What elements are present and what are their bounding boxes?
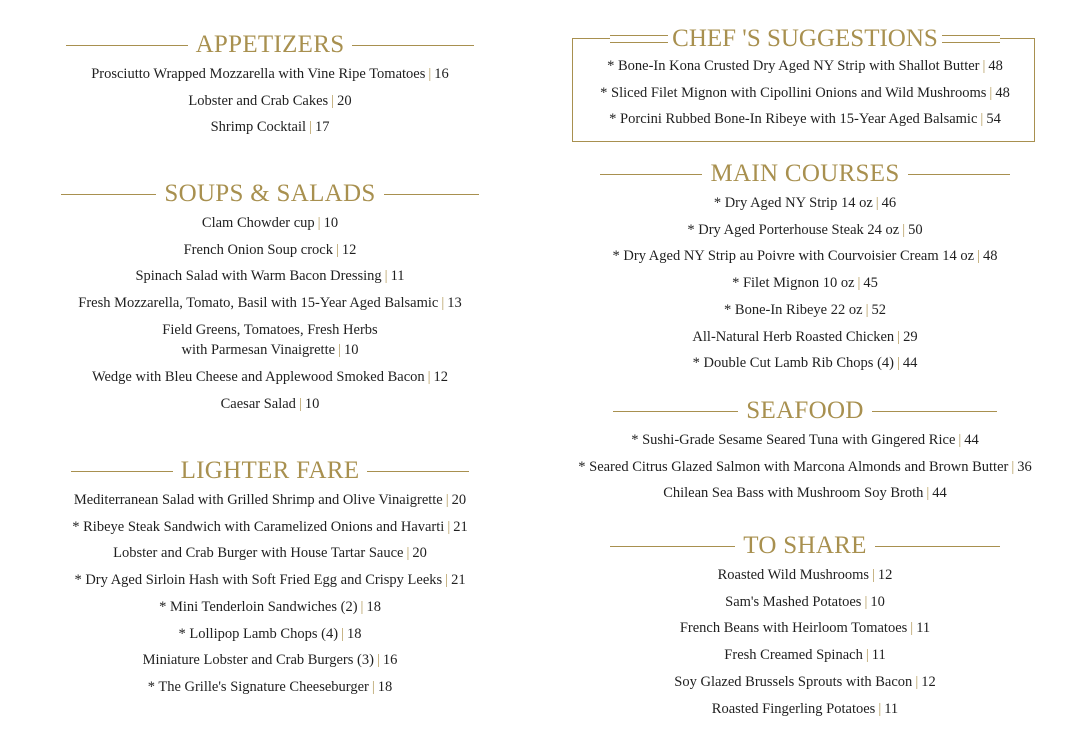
menu-item (560, 589, 1050, 616)
section-heading (560, 158, 1050, 190)
menu-item (560, 217, 1050, 244)
menu-item (60, 540, 480, 567)
menu-item (60, 290, 480, 317)
item-price: 16 (382, 652, 398, 669)
item-price: 10 (323, 215, 339, 231)
price-divider: | (857, 275, 861, 292)
heading-rule (352, 45, 474, 46)
menu-item (60, 567, 480, 594)
item-name: * Sliced Filet Mignon with Cipollini Onions and Wild Mushrooms (600, 84, 987, 101)
soups-salads-section (60, 178, 480, 417)
price-divider: | (331, 92, 335, 109)
item-name: All-Natural Herb Roasted Chicken (692, 328, 895, 345)
item-price: 20 (451, 492, 467, 508)
item-price: 21 (453, 518, 468, 535)
heading-rule (61, 194, 156, 195)
price-divider: | (982, 58, 986, 74)
menu-item (60, 647, 480, 674)
item-name: Roasted Fingerling Potatoes (711, 700, 876, 717)
price-divider: | (445, 572, 449, 589)
menu-item (60, 210, 480, 237)
item-price: 36 (1017, 458, 1032, 475)
menu-item (560, 696, 1050, 723)
heading-rule (610, 546, 735, 547)
item-name: * Filet Mignon 10 oz (732, 275, 855, 292)
price-divider: | (441, 295, 445, 312)
seafood-section (560, 395, 1050, 507)
item-name: * Bone-In Ribeye 22 oz (724, 301, 863, 318)
section-title: APPETIZERS (195, 31, 345, 58)
item-price: 52 (871, 301, 886, 318)
heading-rule (600, 174, 702, 175)
section-title: MAIN COURSES (710, 160, 900, 187)
item-name: * Dry Aged NY Strip au Poivre with Courvoisier Cream 14 oz (612, 248, 975, 265)
price-divider: | (910, 620, 914, 637)
section-heading (560, 22, 1050, 56)
item-price: 18 (366, 598, 381, 615)
menu-item (60, 487, 480, 514)
item-name: * Dry Aged NY Strip 14 oz (713, 195, 873, 211)
item-name: * Dry Aged Sirloin Hash with Soft Fried Egg and Crispy Leeks (74, 572, 443, 589)
item-price: 17 (314, 119, 330, 136)
price-divider: | (360, 598, 364, 615)
item-name: * The Grille's Signature Cheeseburger (147, 678, 369, 695)
item-name-continued: with Parmesan Vinaigrette (181, 341, 336, 358)
item-name: Soy Glazed Brussels Sprouts with Bacon (674, 673, 913, 690)
heading-rule (66, 45, 188, 46)
item-name: Caesar Salad (220, 395, 296, 412)
section-title: LIGHTER FARE (180, 457, 360, 484)
lighter-fare-section (60, 455, 480, 701)
price-divider: | (864, 593, 868, 610)
section-heading (560, 530, 1050, 562)
menu-item (60, 674, 480, 701)
item-price: 48 (995, 84, 1010, 101)
heading-double-rule (610, 35, 668, 43)
item-name: Wedge with Bleu Cheese and Applewood Smoked Bacon (91, 368, 425, 385)
menu-item (60, 621, 480, 648)
menu-item (560, 427, 1050, 454)
item-price: 16 (434, 66, 449, 82)
menu-item (560, 454, 1050, 481)
item-name: Field Greens, Tomatoes, Fresh Herbs (162, 321, 378, 338)
price-divider: | (878, 700, 882, 717)
item-price: 12 (341, 241, 357, 258)
price-divider: | (1011, 458, 1015, 475)
item-name: * Double Cut Lamb Rib Chops (4) (692, 355, 894, 372)
item-name: Miniature Lobster and Crab Burgers (3) (142, 652, 374, 669)
menu-item (560, 642, 1050, 669)
to-share-section (560, 530, 1050, 722)
price-divider: | (341, 625, 344, 642)
price-divider: | (958, 432, 962, 448)
item-name: Lobster and Crab Cakes (188, 92, 329, 109)
menu-item (560, 615, 1050, 642)
menu-item (560, 669, 1050, 696)
item-name: * Mini Tenderloin Sandwiches (2) (159, 598, 358, 615)
price-divider: | (897, 328, 901, 345)
heading-rule (875, 546, 1000, 547)
item-price: 20 (412, 545, 427, 562)
item-price: 44 (932, 485, 947, 502)
main-courses-section (560, 158, 1050, 377)
item-price: 50 (908, 221, 923, 238)
section-heading (60, 455, 480, 487)
item-price: 11 (884, 700, 899, 717)
item-name: Lobster and Crab Burger with House Tartar Sauce (113, 545, 404, 562)
item-name: French Onion Soup crock (183, 241, 333, 258)
item-name: * Porcini Rubbed Bone-In Ribeye with 15-Year Aged Balsamic (609, 111, 978, 128)
section-title: SOUPS & SALADS (164, 180, 376, 207)
item-price: 48 (988, 58, 1003, 74)
price-divider: | (875, 195, 879, 211)
section-title: TO SHARE (743, 532, 867, 559)
menu-item (60, 61, 480, 88)
price-divider: | (902, 221, 906, 238)
item-price: 10 (870, 593, 885, 610)
item-price: 45 (863, 275, 878, 292)
item-name: Chilean Sea Bass with Mushroom Soy Broth (663, 485, 924, 502)
item-name: Sam's Mashed Potatoes (725, 593, 862, 610)
menu-item (60, 594, 480, 621)
item-price: 29 (903, 328, 918, 345)
item-price: 48 (982, 248, 998, 265)
item-price: 10 (343, 341, 359, 358)
item-name: Prosciutto Wrapped Mozzarella with Vine Ripe Tomatoes (91, 66, 426, 82)
price-divider: | (915, 673, 919, 690)
menu-item (60, 514, 480, 541)
menu-item (560, 270, 1050, 297)
item-price: 11 (390, 268, 405, 285)
price-divider: | (317, 215, 321, 231)
menu-item (560, 562, 1050, 589)
menu-item (60, 317, 480, 364)
price-divider: | (406, 545, 410, 562)
appetizers-section (60, 29, 480, 141)
price-divider: | (298, 395, 302, 412)
item-price: 12 (433, 368, 449, 385)
item-name: Clam Chowder cup (201, 215, 315, 231)
item-name: Shrimp Cocktail (210, 119, 307, 136)
price-divider: | (872, 567, 875, 583)
menu-item (560, 53, 1050, 80)
chefs-suggestions-section (560, 53, 1050, 133)
item-name: Mediterranean Salad with Grilled Shrimp and Olive Vinaigrette (73, 492, 443, 508)
item-price: 12 (877, 567, 893, 583)
item-name: * Ribeye Steak Sandwich with Caramelized Onions and Havarti (72, 518, 445, 535)
menu-item (560, 350, 1050, 377)
menu-item (60, 263, 480, 290)
menu-item (60, 391, 480, 418)
heading-rule (613, 411, 738, 412)
item-price: 13 (447, 295, 462, 312)
item-name: * Bone-In Kona Crusted Dry Aged NY Strip with Shallot Butter (607, 58, 980, 74)
item-price: 18 (377, 678, 393, 695)
item-price: 44 (902, 355, 918, 372)
item-price: 46 (881, 195, 897, 211)
price-divider: | (445, 492, 449, 508)
price-divider: | (427, 368, 431, 385)
item-price: 21 (451, 572, 466, 589)
price-divider: | (336, 241, 339, 258)
price-divider: | (977, 248, 980, 265)
item-price: 11 (916, 620, 931, 637)
heading-rule (367, 471, 469, 472)
price-divider: | (384, 268, 388, 285)
price-divider: | (980, 111, 984, 128)
price-divider: | (309, 119, 312, 136)
item-price: 11 (871, 647, 886, 664)
section-title: SEAFOOD (746, 397, 864, 424)
item-name: * Dry Aged Porterhouse Steak 24 oz (687, 221, 900, 238)
menu-item (560, 480, 1050, 507)
price-divider: | (447, 518, 451, 535)
item-name: * Lollipop Lamb Chops (4) (178, 625, 339, 642)
menu-item (560, 297, 1050, 324)
price-divider: | (376, 652, 380, 669)
price-divider: | (896, 355, 900, 372)
heading-rule (71, 471, 173, 472)
price-divider: | (865, 647, 869, 664)
item-price: 12 (921, 673, 936, 690)
menu-item (560, 106, 1050, 133)
menu-item (560, 324, 1050, 351)
price-divider: | (865, 301, 869, 318)
item-name: * Seared Citrus Glazed Salmon with Marcona Almonds and Brown Butter (578, 458, 1009, 475)
price-divider: | (371, 678, 375, 695)
section-heading (60, 29, 480, 61)
item-price: 10 (304, 395, 320, 412)
price-divider: | (428, 66, 432, 82)
item-price: 18 (346, 625, 362, 642)
menu-item (560, 190, 1050, 217)
menu-item (60, 364, 480, 391)
heading-double-rule (942, 35, 1000, 43)
price-divider: | (338, 341, 341, 358)
item-name: Fresh Creamed Spinach (724, 647, 863, 664)
heading-rule (872, 411, 997, 412)
menu-item (60, 237, 480, 264)
item-name: Fresh Mozzarella, Tomato, Basil with 15-Year Aged Balsamic (78, 295, 439, 312)
item-name: * Sushi-Grade Sesame Seared Tuna with Gingered Rice (631, 432, 956, 448)
price-divider: | (989, 84, 993, 101)
item-price: 44 (964, 432, 979, 448)
menu-item (560, 243, 1050, 270)
section-heading (560, 395, 1050, 427)
item-price: 54 (986, 111, 1001, 128)
item-name: Spinach Salad with Warm Bacon Dressing (135, 268, 382, 285)
menu-item (60, 114, 480, 141)
heading-rule (908, 174, 1010, 175)
price-divider: | (926, 485, 930, 502)
item-price: 20 (337, 92, 352, 109)
section-heading (60, 178, 480, 210)
menu-item (60, 88, 480, 115)
heading-rule (384, 194, 479, 195)
item-name: Roasted Wild Mushrooms (717, 567, 869, 583)
section-title: CHEF 'S SUGGESTIONS (668, 22, 942, 56)
menu-item (560, 80, 1050, 107)
item-name: French Beans with Heirloom Tomatoes (679, 620, 908, 637)
